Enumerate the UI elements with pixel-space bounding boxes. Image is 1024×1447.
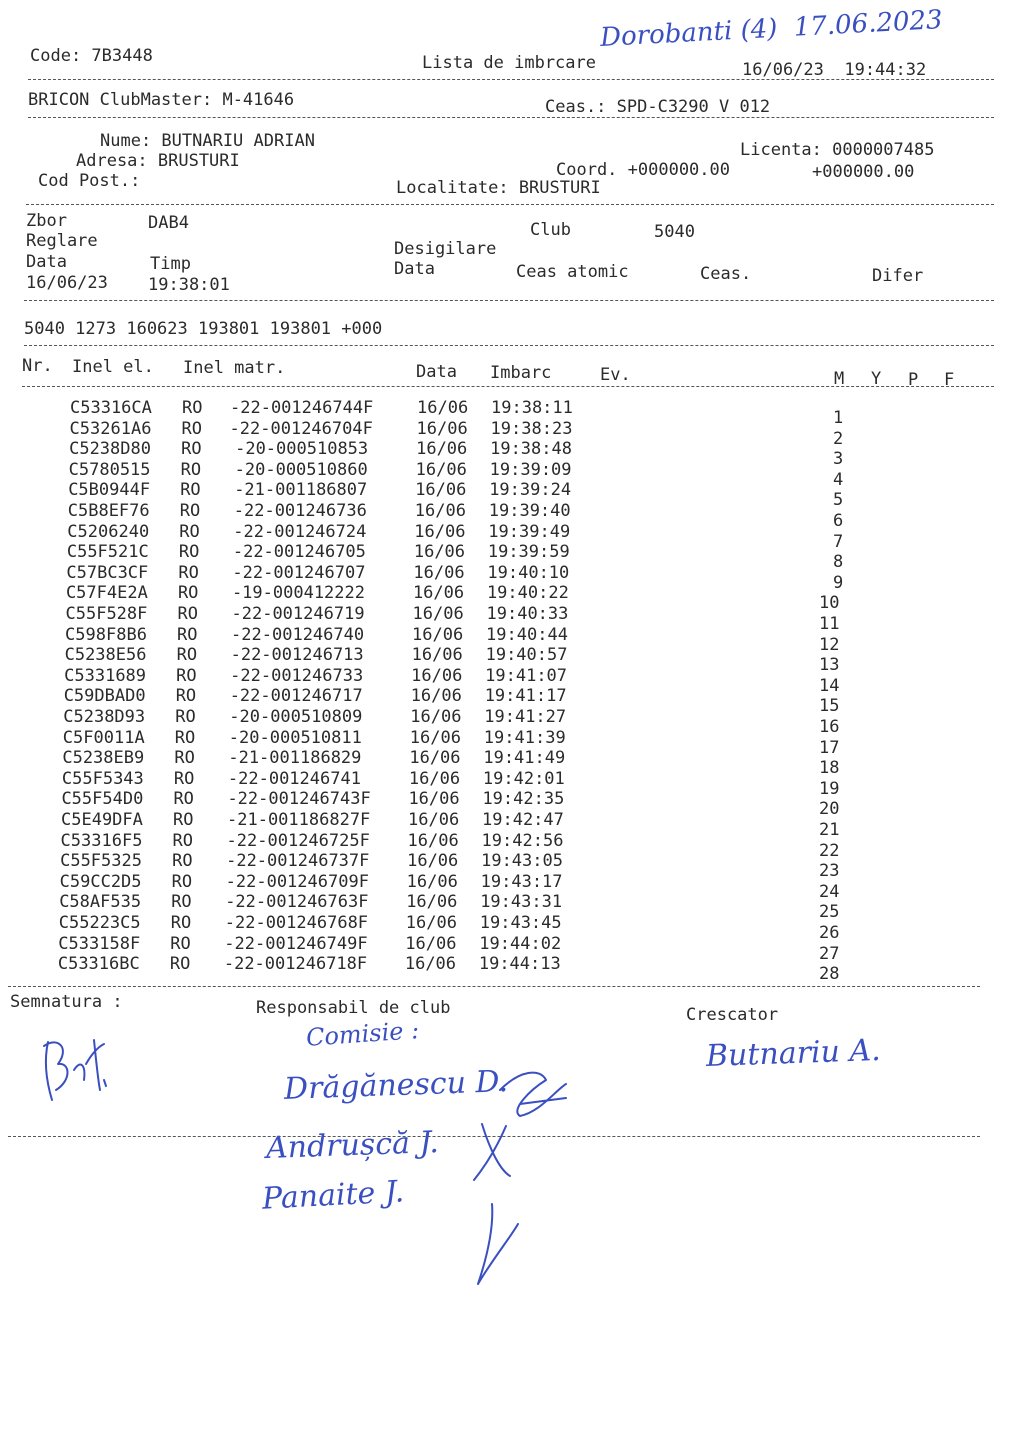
arrival-date: 16/06 (416, 439, 468, 460)
m-value: 27 (819, 943, 840, 964)
m-value: 13 (819, 655, 840, 676)
country-code: RO (177, 583, 199, 604)
arrival-time: 19:38:11 (491, 398, 573, 418)
ring-registration: -22-001246719 (231, 604, 365, 624)
m-value: 21 (819, 820, 840, 840)
arrival-date: 16/06 (409, 727, 461, 748)
m-value: 4 (833, 469, 844, 490)
country-code: RO (178, 542, 200, 563)
ring-electronic: C53316BC (57, 954, 140, 975)
m-value: 23 (819, 861, 840, 882)
arrival-date: 16/06 (413, 562, 465, 583)
country-code: RO (176, 665, 197, 686)
atomic-clock-label: Ceas atomic (516, 262, 629, 282)
date-label: Data (26, 252, 67, 272)
ring-registration: -22-001246724 (233, 521, 367, 542)
arrival-date: 16/06 (410, 686, 462, 707)
arrival-date: 16/06 (412, 624, 464, 645)
country-code: RO (176, 645, 198, 666)
difference-label: Difer (872, 266, 924, 286)
arrival-date: 16/06 (412, 604, 464, 624)
m-value: 5 (833, 490, 844, 511)
ring-electronic: C59CC2D5 (59, 871, 142, 892)
arrival-time: 19:39:24 (489, 480, 572, 501)
country-code: RO (173, 789, 194, 810)
country-code: RO (170, 913, 192, 933)
ring-registration: -20-000510860 (234, 459, 368, 480)
ring-registration: -20-000510811 (228, 727, 362, 748)
ring-registration: -22-001246744F (230, 398, 374, 418)
arrival-time: 19:43:17 (480, 871, 563, 892)
ring-registration: -22-001246717 (229, 686, 363, 707)
ring-electronic: C53316F5 (60, 830, 143, 851)
arrival-date: 16/06 (407, 851, 459, 872)
ring-registration: -22-001246740 (231, 624, 365, 645)
arrival-time: 19:39:49 (488, 521, 571, 542)
country-code: RO (178, 562, 199, 583)
ring-registration: -22-001246725F (226, 830, 370, 851)
arrival-time: 19:40:22 (486, 583, 569, 604)
country-code: RO (175, 686, 197, 707)
ring-electronic: C5238EB9 (62, 748, 145, 769)
handwritten-member-2: Andrușcă J. (265, 1124, 440, 1167)
col-header-inel-matr: Inel matr. (183, 358, 286, 378)
license-number: Licenta: 0000007485 (740, 140, 935, 160)
arrival-date: 16/06 (405, 913, 457, 933)
document-title: Lista de imbrcare (422, 53, 596, 73)
country-code: RO (182, 398, 203, 418)
coordinates-2: +000000.00 (812, 162, 915, 182)
handwritten-note: Dorobanti (4) 17.06.2023 (599, 5, 944, 53)
ring-electronic: C598F8B6 (65, 624, 147, 645)
arrival-time: 19:42:47 (482, 810, 564, 830)
arrival-date: 16/06 (408, 768, 461, 789)
country-code: RO (177, 604, 198, 624)
arrival-time: 19:40:10 (487, 562, 570, 583)
coordinates: Coord. +000000.00 (556, 160, 730, 180)
ring-electronic: C55223C5 (58, 913, 141, 933)
arrival-date: 16/06 (405, 933, 457, 954)
ring-electronic: C5331689 (64, 665, 147, 686)
ring-electronic: C55F54D0 (61, 789, 144, 810)
country-code: RO (172, 830, 194, 851)
arrival-time: 19:44:13 (478, 954, 561, 975)
m-value: 12 (819, 634, 840, 655)
m-value: 10 (819, 593, 840, 614)
arrival-date: 16/06 (412, 583, 465, 604)
ring-electronic: C55F521C (66, 542, 149, 563)
ring-registration: -22-001246749F (224, 933, 368, 954)
time-label: Timp (150, 254, 191, 274)
arrival-date: 16/06 (411, 645, 463, 666)
arrival-date: 16/06 (409, 748, 461, 769)
m-value: 7 (833, 531, 844, 552)
arrival-time: 19:43:05 (481, 851, 563, 872)
arrival-time: 19:40:57 (485, 645, 568, 666)
ring-electronic: C57F4E2A (65, 583, 148, 604)
country-code: RO (173, 768, 195, 789)
arrival-time: 19:42:01 (482, 768, 565, 789)
country-code: RO (173, 810, 194, 830)
col-header-data: Data (416, 362, 457, 382)
handwritten-member-1: Drăgănescu D. (283, 1064, 509, 1107)
ring-electronic: C5780515 (68, 459, 151, 480)
arrival-time: 19:42:56 (481, 830, 564, 851)
setting-date: 16/06/23 (26, 273, 108, 293)
ring-registration: -22-001246718F (223, 954, 368, 975)
ring-electronic: C5238D80 (69, 439, 151, 460)
ring-electronic: C5238E56 (64, 645, 147, 666)
breeder-label: Crescator (686, 1005, 779, 1025)
code-label: Code: 7B3448 (30, 46, 153, 66)
ring-registration: -22-001246733 (230, 665, 364, 686)
arrival-date: 16/06 (410, 707, 462, 727)
ring-registration: -22-001246713 (230, 645, 364, 666)
ring-registration: -21-001186807 (234, 480, 368, 501)
country-code: RO (180, 480, 201, 501)
arrival-date: 16/06 (415, 480, 467, 501)
locality: Localitate: BRUSTURI (396, 178, 601, 198)
arrival-time: 19:39:59 (487, 542, 570, 563)
country-code: RO (174, 727, 196, 748)
col-header-ev: Ev. (600, 365, 631, 385)
m-value: 25 (819, 902, 840, 923)
ring-electronic: C59DBAD0 (63, 686, 146, 707)
club-responsible-label: Responsabil de club (256, 998, 451, 1018)
ring-electronic: C55F5325 (60, 851, 142, 872)
country-code: RO (181, 418, 203, 439)
club-label: Club (530, 220, 571, 240)
clock-id: Ceas.: SPD-C3290 V 012 (545, 97, 771, 117)
m-value: 16 (819, 717, 840, 737)
setting-label: Reglare (26, 231, 98, 251)
ring-registration: -22-001246707 (232, 562, 366, 583)
ring-electronic: C5E49DFA (61, 810, 143, 830)
m-value: 19 (819, 778, 840, 799)
print-datetime: 16/06/23 19:44:32 (742, 60, 927, 80)
arrival-date: 16/06 (414, 501, 466, 521)
m-value: 28 (819, 964, 840, 985)
date-label-2: Data (394, 259, 435, 279)
ring-registration: -22-001246741 (227, 768, 361, 789)
col-header-imbarc: Imbarc (490, 363, 552, 383)
signature-label: Semnatura : (10, 992, 123, 1012)
ring-electronic: C55F528F (65, 604, 148, 624)
ring-electronic: C5206240 (67, 521, 150, 542)
arrival-time: 19:39:09 (489, 459, 572, 480)
m-value: 20 (819, 799, 840, 820)
arrival-time: 19:41:49 (483, 748, 566, 769)
arrival-time: 19:41:27 (484, 707, 567, 727)
arrival-date: 16/06 (407, 830, 459, 851)
ring-registration: -20-000510853 (235, 439, 369, 460)
ring-electronic: C5F0011A (62, 727, 145, 748)
country-code: RO (174, 748, 195, 769)
m-value: 11 (819, 614, 840, 634)
arrival-date: 16/06 (411, 665, 463, 686)
m-value: 24 (819, 881, 840, 902)
ring-registration: -20-000510809 (229, 707, 363, 727)
arrival-time: 19:38:48 (490, 439, 572, 460)
ring-electronic: C5B0944F (68, 480, 151, 501)
ring-registration: -22-001246763F (225, 892, 369, 913)
arrival-date: 16/06 (415, 459, 467, 480)
col-header-f: F (944, 370, 955, 390)
country-code: RO (171, 871, 193, 892)
semnatura-signature (44, 1040, 106, 1100)
arrival-date: 16/06 (416, 418, 468, 439)
ring-registration: -19-000412222 (231, 583, 365, 604)
arrival-date: 16/06 (406, 892, 458, 913)
clock-label: Ceas. (700, 264, 752, 284)
m-value: 26 (819, 923, 840, 943)
ring-electronic: C533158F (58, 933, 141, 954)
flight-value: DAB4 (148, 213, 189, 233)
ring-registration: -21-001186827F (227, 810, 371, 830)
country-code: RO (180, 459, 202, 480)
m-value: 9 (833, 572, 844, 593)
m-value: 18 (819, 758, 840, 779)
col-header-inel-el: Inel el. (72, 357, 154, 377)
arrival-time: 19:41:17 (484, 686, 567, 707)
arrival-date: 16/06 (413, 542, 466, 563)
ring-registration: -22-001246743F (227, 789, 371, 810)
m-value: 1 (833, 408, 844, 428)
ring-registration: -22-001246736 (233, 501, 367, 521)
club-signature (474, 1073, 566, 1284)
country-code: RO (179, 521, 200, 542)
arrival-date: 16/06 (408, 810, 460, 830)
arrival-time: 19:44:02 (479, 933, 562, 954)
arrival-date: 16/06 (404, 954, 457, 975)
col-header-y: Y (871, 369, 882, 389)
arrival-time: 19:38:23 (490, 418, 573, 439)
m-value: 14 (819, 675, 840, 696)
country-code: RO (175, 707, 196, 727)
arrival-time: 19:42:35 (482, 789, 565, 810)
m-value: 2 (833, 428, 844, 449)
setting-time: 19:38:01 (148, 275, 230, 295)
m-value: 3 (833, 449, 844, 470)
owner-postcode: Cod Post.: (38, 171, 141, 191)
clubmaster-id: BRICON ClubMaster: M-41646 (28, 90, 295, 110)
arrival-time: 19:43:45 (479, 913, 562, 933)
m-value: 6 (833, 511, 844, 531)
arrival-time: 19:40:33 (486, 604, 569, 624)
ring-registration: -22-001246705 (232, 542, 366, 563)
club-value: 5040 (654, 222, 695, 242)
m-value: 8 (833, 552, 844, 573)
ring-registration: -22-001246737F (226, 851, 370, 872)
clock-code-line: 5040 1273 160623 193801 193801 +000 (24, 319, 383, 339)
owner-name: Nume: BUTNARIU ADRIAN (100, 131, 315, 151)
arrival-time: 19:41:07 (485, 665, 568, 686)
arrival-time: 19:41:39 (483, 727, 566, 748)
owner-address: Adresa: BRUSTURI (76, 151, 240, 171)
m-value: 15 (819, 696, 840, 717)
arrival-time: 19:43:31 (480, 892, 563, 913)
arrival-date: 16/06 (408, 789, 460, 810)
ring-electronic: C57BC3CF (66, 562, 149, 583)
country-code: RO (177, 624, 198, 645)
ring-registration: -22-001246709F (225, 871, 369, 892)
ring-registration: -22-001246704F (229, 418, 373, 439)
col-header-m: M (834, 369, 845, 389)
ring-electronic: C53261A6 (69, 418, 152, 439)
m-value: 17 (819, 737, 840, 758)
col-header-p: P (908, 370, 919, 390)
ring-electronic: C53316CA (70, 398, 152, 418)
handwritten-commission: Comisie : (305, 1016, 420, 1052)
ring-electronic: C5B8EF76 (67, 501, 150, 521)
arrival-date: 16/06 (414, 521, 466, 542)
arrival-date: 16/06 (417, 398, 469, 418)
flight-label: Zbor (26, 211, 67, 231)
ring-electronic: C5238D93 (63, 707, 146, 727)
country-code: RO (172, 851, 193, 872)
country-code: RO (169, 954, 191, 975)
arrival-date: 16/06 (406, 871, 458, 892)
country-code: RO (179, 501, 201, 521)
ring-registration: -22-001246768F (224, 913, 369, 933)
ring-registration: -21-001186829 (228, 748, 362, 769)
handwritten-breeder-name: Butnariu A. (705, 1032, 882, 1075)
handwritten-member-3: Panaite J. (261, 1174, 405, 1217)
ring-electronic: C58AF535 (59, 892, 142, 913)
col-header-nr: Nr. (22, 356, 53, 376)
m-value: 22 (819, 840, 840, 861)
arrival-time: 19:39:40 (488, 501, 571, 521)
ring-electronic: C55F5343 (61, 768, 144, 789)
arrival-time: 19:40:44 (486, 624, 568, 645)
country-code: RO (181, 439, 202, 460)
unsealing-label: Desigilare (394, 239, 497, 259)
country-code: RO (171, 892, 192, 913)
country-code: RO (170, 933, 191, 954)
